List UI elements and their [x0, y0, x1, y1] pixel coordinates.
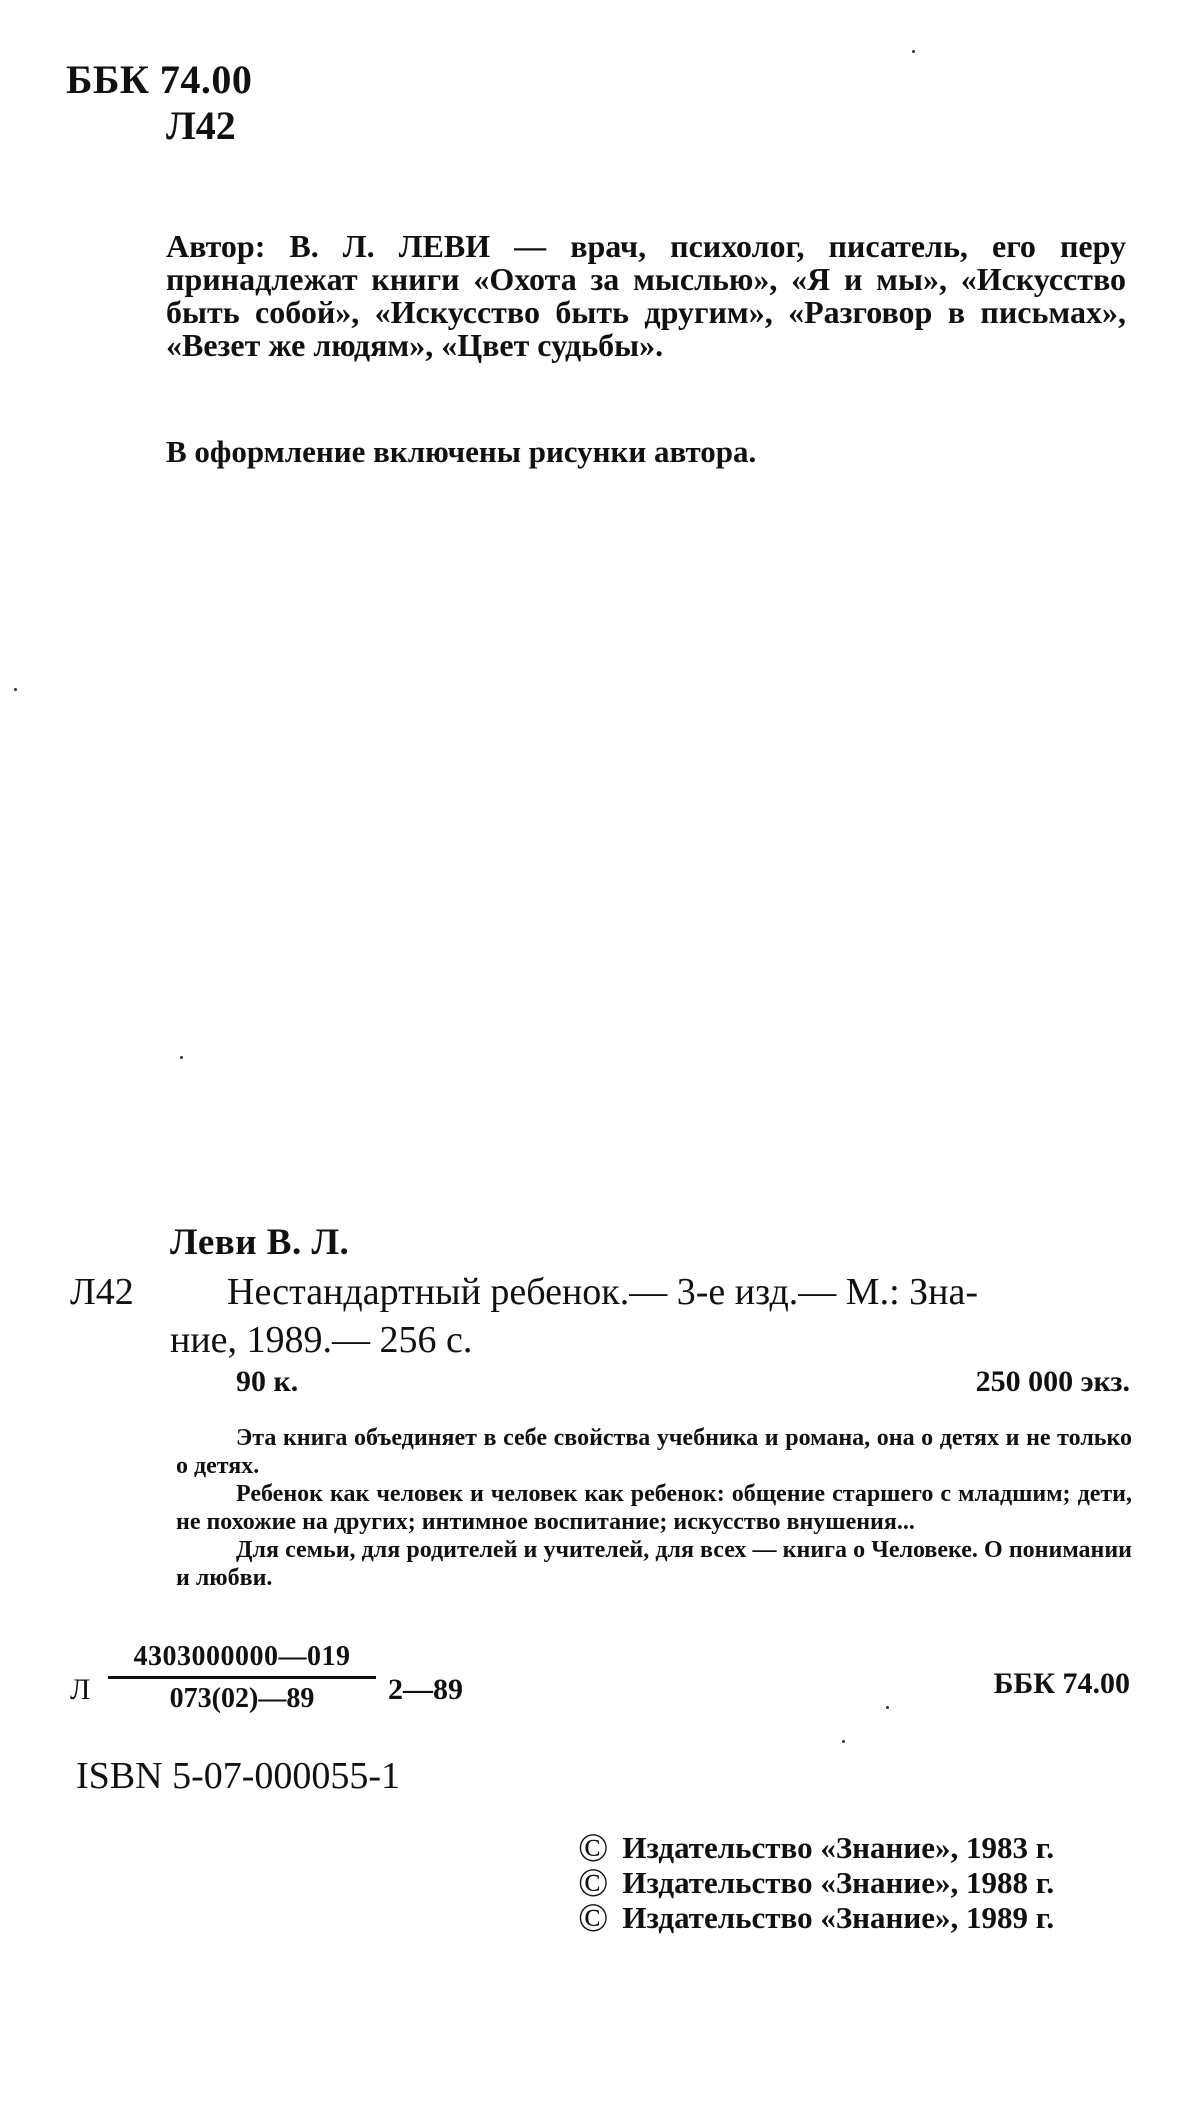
scan-speck — [180, 1056, 183, 1059]
biblio-entry-line1: Нестандартный ребенок.— 3-е изд.— М.: Зна- — [227, 1271, 979, 1313]
copyright-icon: © — [578, 1895, 609, 1940]
biblio-entry-line2: ние, 1989.— 256 с. — [170, 1319, 473, 1361]
scan-speck — [886, 1706, 889, 1709]
copyright-icon: © — [578, 1860, 609, 1905]
author-note: Автор: В. Л. ЛЕВИ — врач, психолог, писатель, его перу принадлежат книги «Охота за мыслью», «Я и мы», «Искусство быть собой», «Искусство быть другим», «Разговор в письмах», «Везет же людям», «Цвет судьбы». — [166, 228, 1126, 363]
biblio-entry — [170, 1268, 1133, 1364]
copyright-block — [578, 1825, 1178, 1940]
scan-speck — [14, 688, 17, 691]
scan-speck — [842, 1740, 845, 1743]
abstract-paragraph: Для семьи, для родителей и учителей, для всех — книга о Человеке. О понимании и любви. — [176, 1537, 1132, 1591]
catalog-numerator: 4303000000—019 — [133, 1641, 351, 1672]
copyright-line — [578, 1895, 1178, 1940]
catalog-suffix: 2—89 — [388, 1673, 463, 1706]
scan-speck — [912, 50, 915, 53]
abstract-paragraph: Эта книга объединяет в себе свойства учебника и романа, она о детях и не только о детях. — [176, 1425, 1132, 1479]
isbn: ISBN 5-07-000055-1 — [76, 1755, 401, 1797]
copyright-text: Издательство «Знание», 1989 г. — [622, 1900, 1055, 1935]
illustration-note: В оформление включены рисунки автора. — [166, 434, 757, 469]
biblio-index: Л42 — [70, 1271, 134, 1313]
bbk-code-bottom: ББК 74.00 — [993, 1667, 1130, 1700]
author-mark-top: Л42 — [166, 103, 236, 148]
copyright-line — [578, 1825, 1178, 1870]
biblio-author: Леви В. Л. — [170, 1222, 350, 1263]
abstract-paragraph: Ребенок как человек и человек как ребенок: общение старшего с младшим; дети, не похожие на других; интимное воспитание; искусство внушения... — [176, 1481, 1132, 1535]
copyright-icon: © — [578, 1825, 609, 1870]
circulation: 250 000 экз. — [975, 1365, 1130, 1398]
bbk-code-top: ББК 74.00 — [66, 57, 253, 102]
catalog-fraction — [108, 1640, 376, 1715]
copyright-text: Издательство «Знание», 1988 г. — [622, 1865, 1055, 1900]
copyright-line — [578, 1860, 1178, 1905]
price: 90 к. — [236, 1365, 299, 1398]
copyright-text: Издательство «Знание», 1983 г. — [622, 1830, 1055, 1865]
fraction-bar — [108, 1676, 376, 1679]
abstract — [176, 1424, 1132, 1592]
catalog-denominator: 073(02)—89 — [169, 1683, 315, 1714]
catalog-letter: Л — [70, 1673, 91, 1706]
